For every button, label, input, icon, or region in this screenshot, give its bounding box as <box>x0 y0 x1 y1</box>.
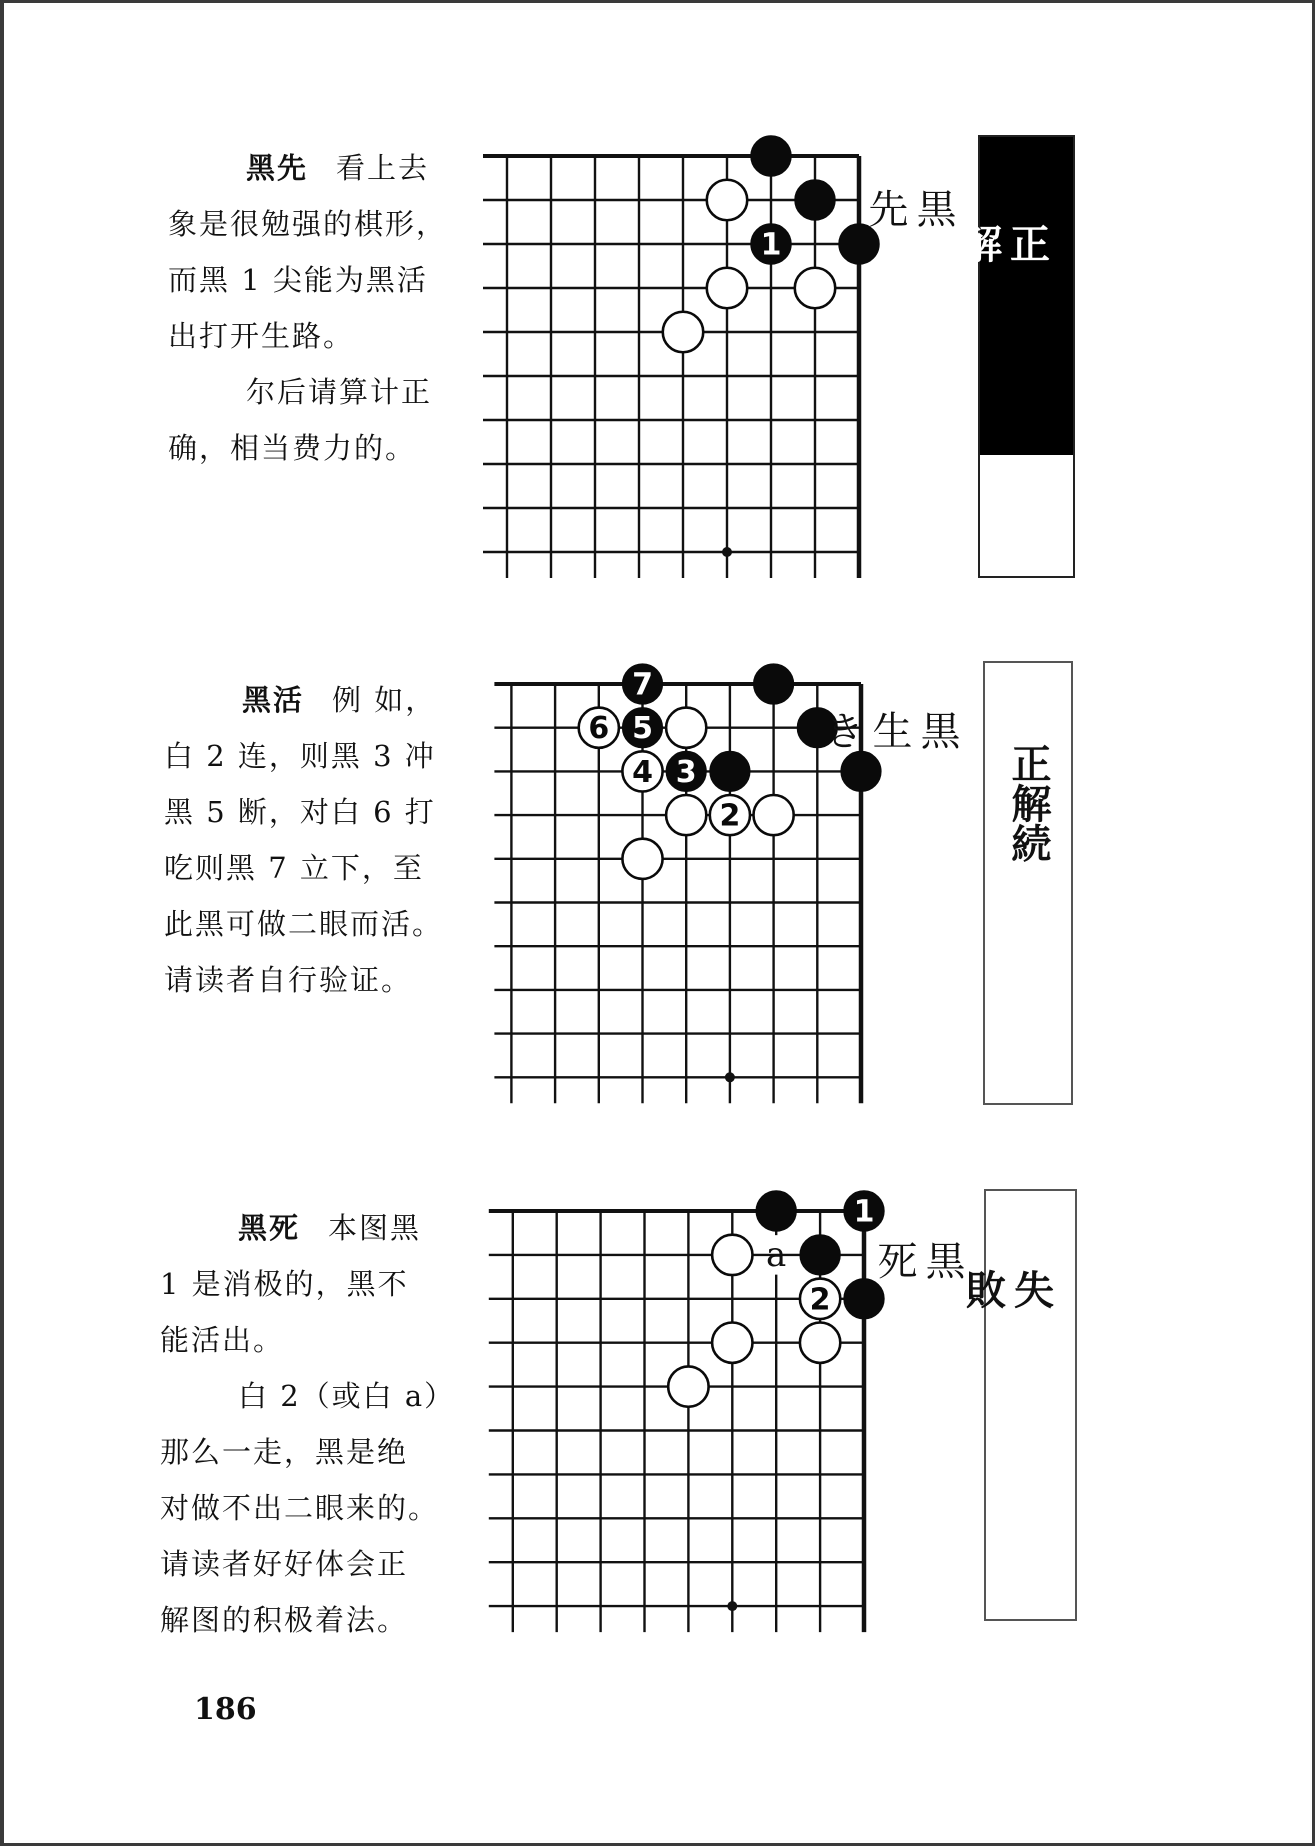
panel-title: 正解 <box>955 223 1050 307</box>
white-stone <box>712 1235 752 1275</box>
line-text: 确，相当费力的。 <box>168 431 417 465</box>
black-stone <box>844 1191 884 1231</box>
move-number: 3 <box>675 754 697 790</box>
line-text: 出打开生路。 <box>168 319 355 353</box>
panel-title: 失敗 <box>959 1269 1054 1359</box>
result-label: 黒生き <box>818 710 960 752</box>
line-text: 请读者自行验证。 <box>164 963 413 997</box>
lead-heading: 黑死 <box>238 1211 301 1245</box>
line-text: 黑 5 断，对白 6 打 <box>164 795 436 829</box>
star-point <box>727 1601 737 1611</box>
move-number: 1 <box>760 227 782 263</box>
move-number: 1 <box>853 1194 875 1230</box>
black-stone <box>756 1191 796 1231</box>
line-text: 例 如， <box>332 683 437 717</box>
white-stone <box>712 1323 752 1363</box>
panel-title: 正解続 <box>1005 743 1051 863</box>
move-number: 6 <box>588 711 610 747</box>
line-text: 对做不出二眼来的。 <box>160 1491 440 1525</box>
line-text: 尔后请算计正 <box>246 375 433 409</box>
lead-heading: 黑活 <box>242 683 305 717</box>
lead-heading: 黑先 <box>246 151 309 185</box>
move-number: 4 <box>632 754 653 790</box>
line-text: 白 2（或白 a） <box>238 1379 456 1413</box>
result-label: 黒先 <box>862 188 956 230</box>
line-text: 白 2 连，则黑 3 冲 <box>164 739 436 773</box>
move-number: 7 <box>632 667 653 703</box>
line-text: 请读者好好体会正 <box>160 1547 409 1581</box>
line-text: 解图的积极着法。 <box>160 1603 409 1637</box>
line-text: 象是很勉强的棋形， <box>168 207 448 241</box>
white-stone <box>800 1279 840 1319</box>
diagram-title-panel <box>959 1189 1077 1621</box>
grid-lines <box>489 1211 864 1632</box>
line-text: 能活出。 <box>160 1323 285 1357</box>
move-number: 5 <box>632 711 653 747</box>
result-label: 黒死 <box>871 1240 965 1282</box>
page-number: 186 <box>194 1692 257 1727</box>
move-number: 2 <box>809 1282 831 1318</box>
line-text: 而黑 1 尖能为黑活 <box>168 263 428 297</box>
line-text: 看上去 <box>336 151 430 185</box>
black-stone <box>800 1235 840 1275</box>
line-text: 1 是消极的，黑不 <box>160 1267 409 1301</box>
white-stone <box>800 1323 840 1363</box>
line-text: 吃则黑 7 立下，至 <box>164 851 424 885</box>
white-stone <box>668 1366 708 1406</box>
point-mark-label: a <box>766 1234 787 1275</box>
line-text: 那么一走，黑是绝 <box>160 1435 409 1469</box>
black-stone <box>844 1279 884 1319</box>
move-number: 2 <box>719 798 741 834</box>
line-text: 本图黑 <box>328 1211 422 1245</box>
line-text: 此黑可做二眼而活。 <box>164 907 444 941</box>
